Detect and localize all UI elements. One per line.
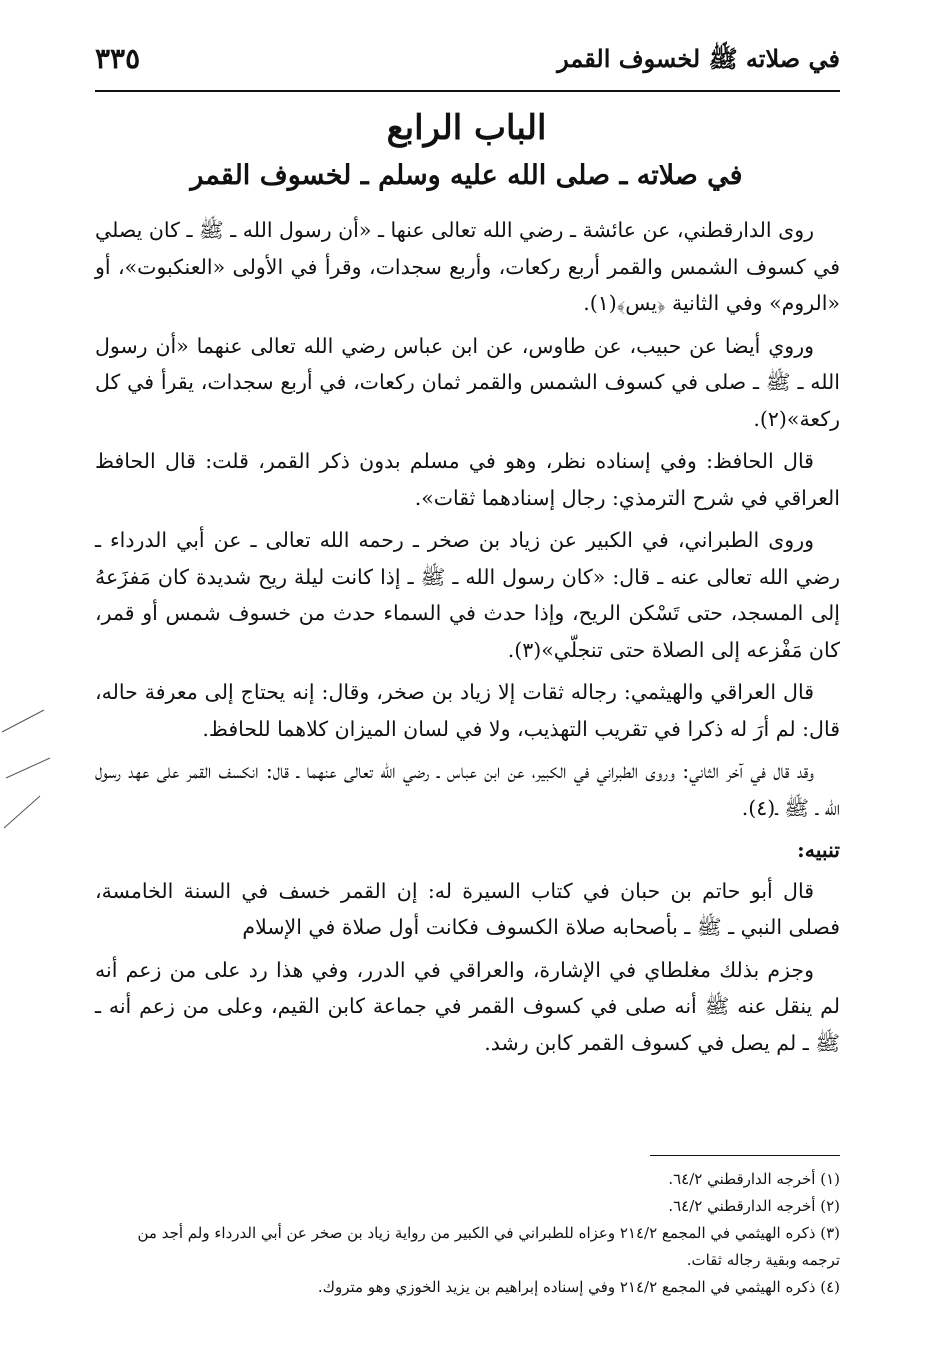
footnote-divider xyxy=(650,1155,840,1156)
paragraph-hafiz: قال الحافظ: وفي إسناده نظر، وهو في مسلم بدون ذكر القمر، قلت: قال الحافظ العراقي في شرح الترمذي: رجال إسنادهما ثقات». xyxy=(95,449,840,510)
chapter-title: الباب الرابع xyxy=(386,108,547,148)
paragraph-mughaltai: وجزم بذلك مغلطاي في الإشارة، والعراقي في الدرر، وفي هذا رد على من زعم أنه لم ينقل عنه ﷺ أنه صلى في كسوف القمر في جماعة كابن القيم، وعلى من زعم أنه ـ ﷺ ـ لم يصل في كسوف القمر كابن رشد. xyxy=(95,957,840,1055)
paragraph-habib: وروي أيضا عن حبيب، عن طاوس، عن ابن عباس رضي الله تعالى عنهما «أن رسول الله ـ ﷺ ـ صلى في كسوف الشمس والقمر ثمان ركعات، في أربع سجدات، يقرأ في كل ركعة»(٢). xyxy=(95,333,840,431)
paragraph-iraqi: قال العراقي والهيثمي: رجاله ثقات إلا زياد بن صخر، وقال: إنه يحتاج إلى معرفة حاله، قال: لم أرَ له ذكرا في تقريب التهذيب، ولا في لسان الميزان كلاهما للحافظ. xyxy=(95,680,840,741)
footnote-1: (١) أخرجه الدارقطني ٦٤/٢. xyxy=(668,1170,840,1188)
footnote-2: (٢) أخرجه الدارقطني ٦٤/٢. xyxy=(668,1197,840,1215)
notice-heading: تنبيه: xyxy=(797,838,840,862)
paragraph-ibn-abbas: وقد قال في آخر الثاني: وروى الطبراني في الكبير، عن ابن عباس ـ رضي الله تعالى عنهما ـ قال: انكسف القمر على عهد رسول الله ـ ﷺ ـ(٤). xyxy=(95,759,840,820)
paragraph-ibn-hibban: قال أبو حاتم بن حبان في كتاب السيرة له: إن القمر خسف في السنة الخامسة، فصلى النبي ـ ﷺ ـ بأصحابه صلاة الكسوف فكانت أول صلاة في الإسلام xyxy=(95,878,840,939)
paragraph-daraqutni: روى الدارقطني، عن عائشة ـ رضي الله تعالى عنها ـ «أن رسول الله ـ ﷺ ـ كان يصلي في كسوف الشمس والقمر أربع ركعات، وأربع سجدات، وقرأ في الأولى «العنكبوت»، أو «الروم» وفي الثانية ﴿يس﴾(١). xyxy=(95,218,840,315)
running-title: في صلاته ﷺ لخسوف القمر xyxy=(557,44,840,73)
margin-pencil-marks xyxy=(0,700,60,840)
footnote-4: (٤) ذكره الهيثمي في المجمع ٢١٤/٢ وفي إسناده إبراهيم بن يزيد الخوزي وهو متروك. xyxy=(317,1278,840,1296)
page-number: ٣٣٥ xyxy=(95,42,141,75)
footnotes xyxy=(95,1166,840,1301)
body-text xyxy=(95,212,840,1067)
running-header xyxy=(95,38,840,92)
chapter-subtitle: في صلاته ـ صلى الله عليه وسلم ـ لخسوف القمر xyxy=(190,160,743,191)
footnote-3: (٣) ذكره الهيثمي في المجمع ٢١٤/٢ وعزاه للطبراني في الكبير من رواية زياد بن صخر عن أبي الدرداء ولم أجد من ترجمه وبقية رجاله ثقات. xyxy=(137,1224,840,1269)
paragraph-tabarani: وروى الطبراني، في الكبير عن زياد بن صخر ـ رحمه الله تعالى ـ عن أبي الدرداء ـ رضي الله تعالى عنه ـ قال: «كان رسول الله ـ ﷺ ـ إذا كانت ليلة ريح شديدة كان مَفزَعهُ إلى المسجد، حتى تَسْكن الريح، وإذا حدث في السماء حدث من خسوف شمس أو قمر، كان مَفْزعه إلى الصلاة حتى تنجلّي»(٣). xyxy=(95,528,840,662)
